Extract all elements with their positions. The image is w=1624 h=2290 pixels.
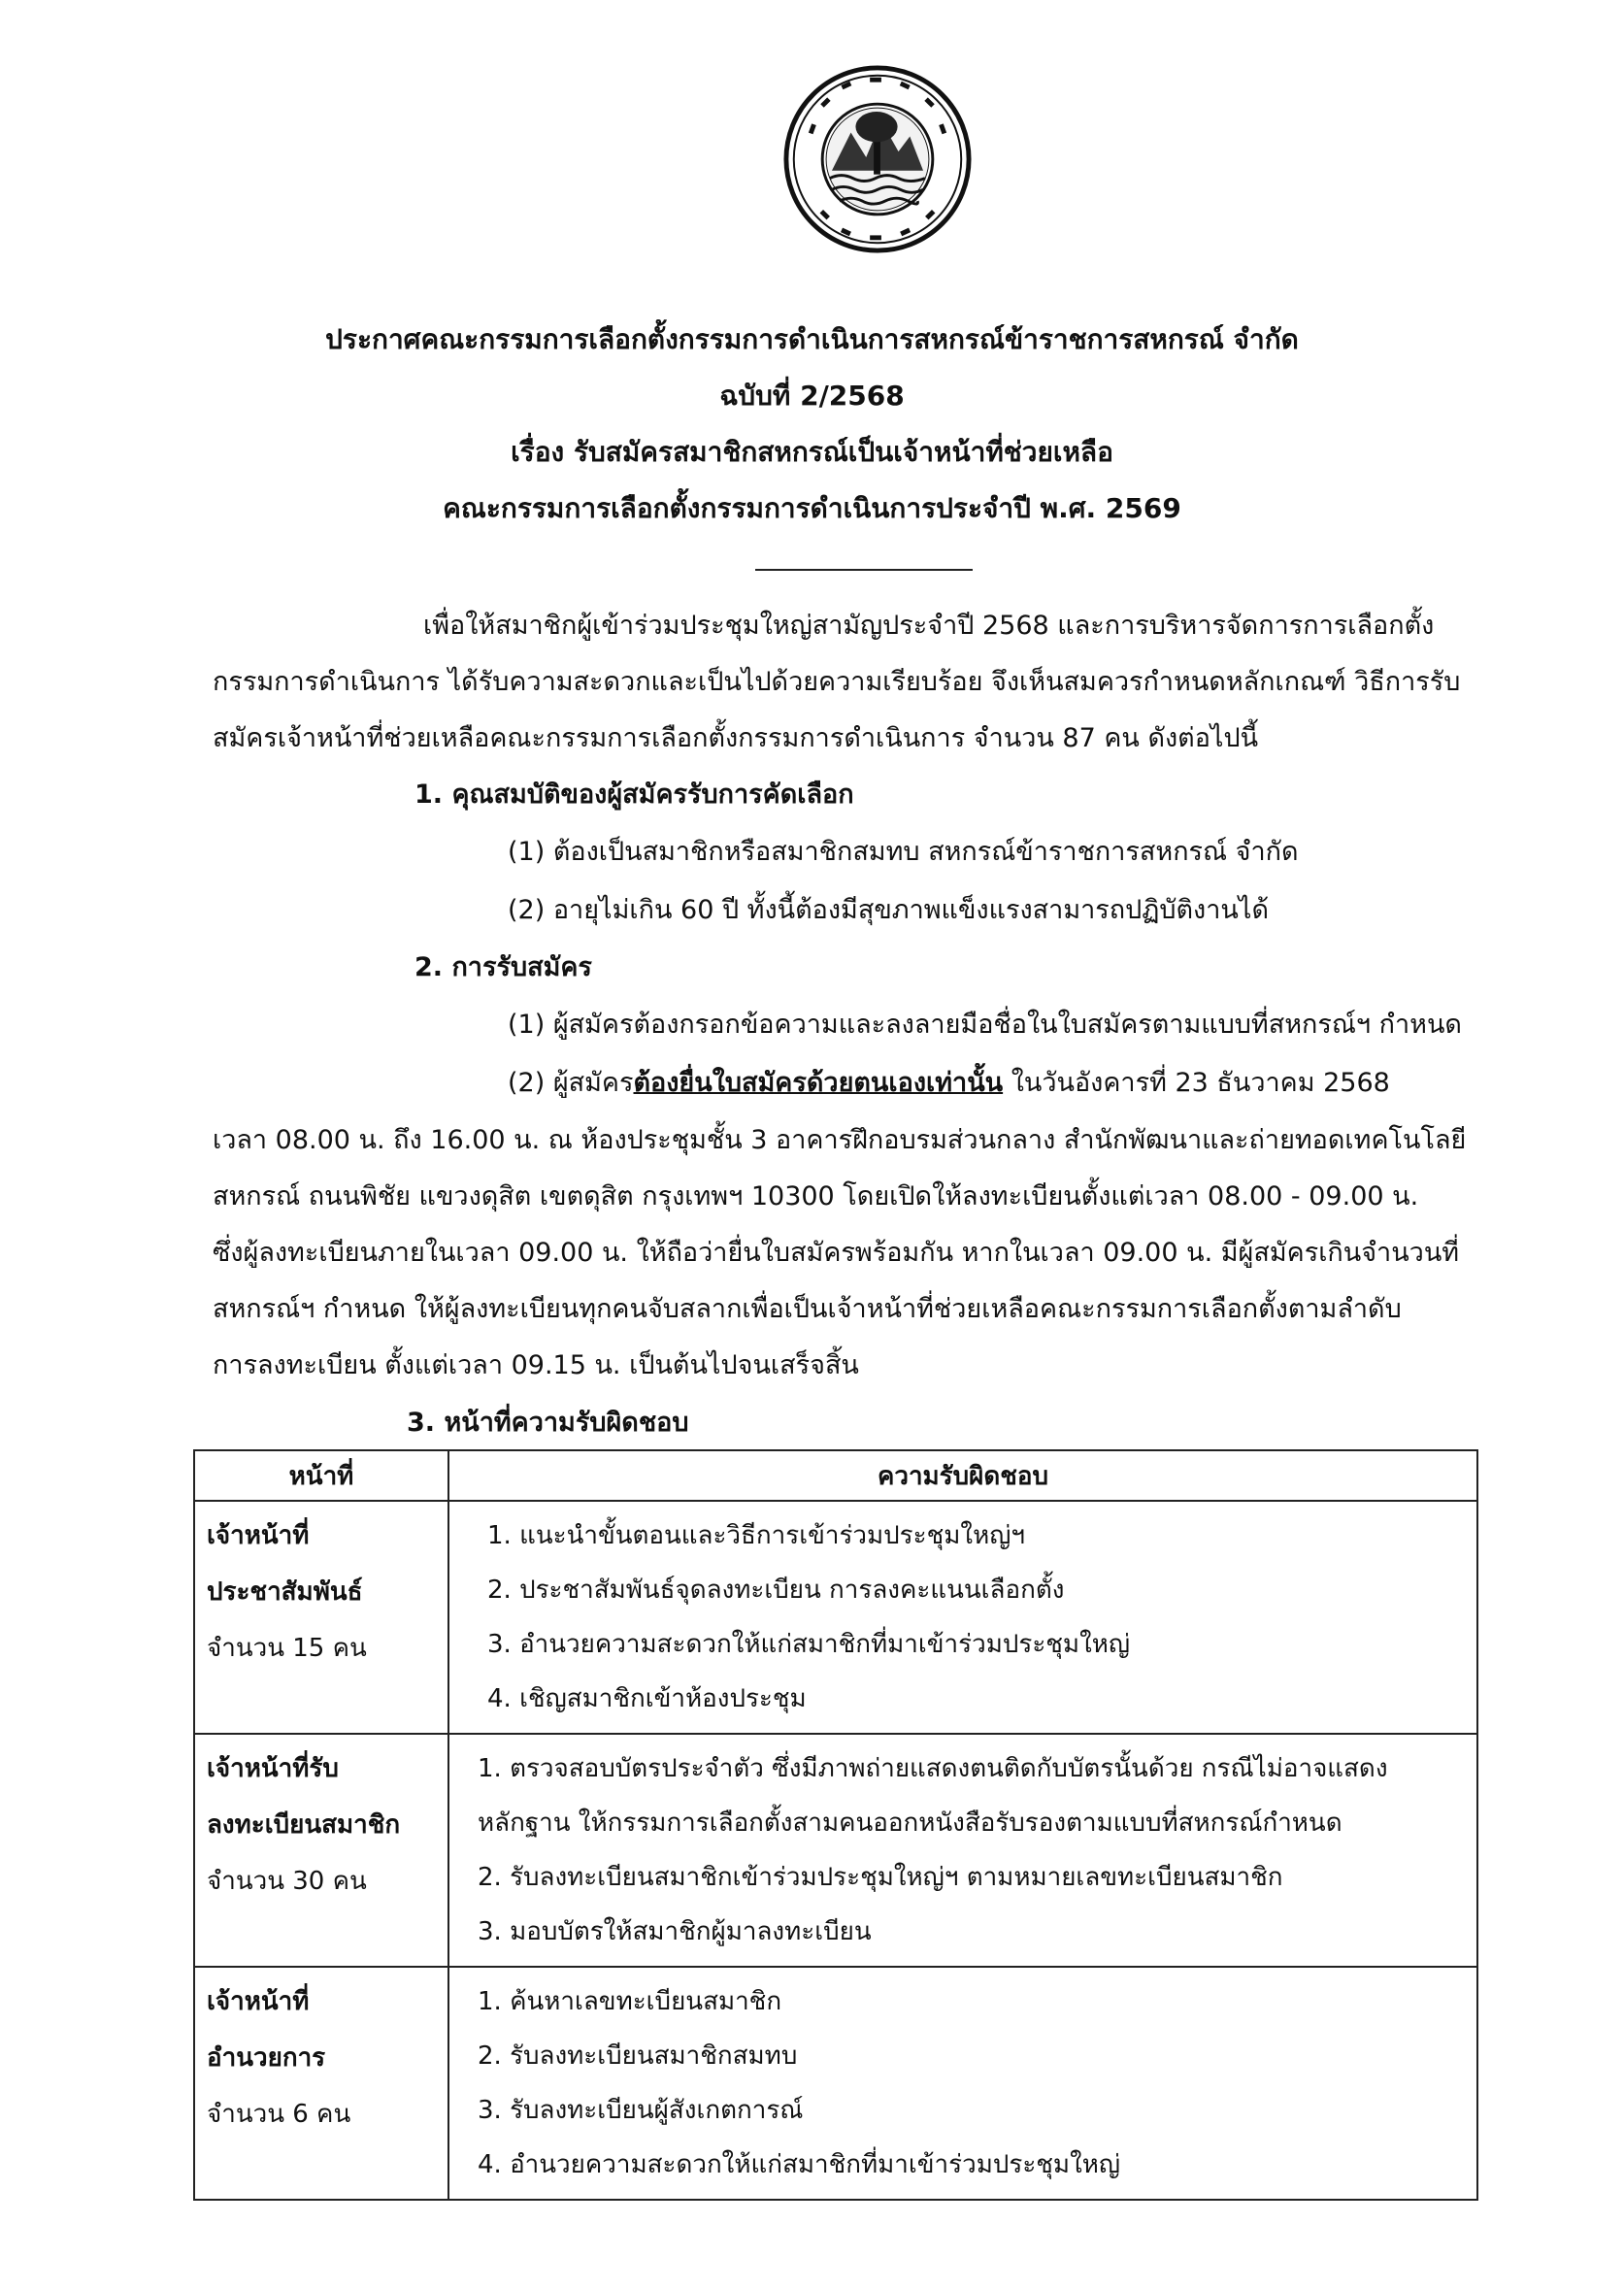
list-item: 3. มอบบัตรให้สมาชิกผู้มาลงทะเบียน	[478, 1917, 872, 1946]
section-2-paragraph-line: การลงทะเบียน ตั้งแต่เวลา 09.15 น. เป็นต้นไปจนเสร็จสิ้น	[213, 1350, 859, 1380]
responsibility-cell	[448, 1734, 1477, 1967]
list-item: 2. รับลงทะเบียนสมาชิกสมทบ	[478, 2041, 798, 2071]
section-1-item: (2) อายุไม่เกิน 60 ปี ทั้งนี้ต้องมีสุขภาพแข็งแรงสามารถปฏิบัติงานได้	[508, 895, 1269, 925]
role-cell	[194, 1501, 448, 1734]
section-2-item-1: (1) ผู้สมัครต้องกรอกข้อความและลงลายมือชื่อในใบสมัครตามแบบที่สหกรณ์ฯ กำหนด	[508, 1010, 1462, 1040]
list-item: หลักฐาน ให้กรรมการเลือกตั้งสามคนออกหนังสือรับรองตามแบบที่สหกรณ์กำหนด	[478, 1809, 1342, 1838]
list-item: 3. รับลงทะเบียนผู้สังเกตการณ์	[478, 2096, 804, 2125]
role-name: ประชาสัมพันธ์	[207, 1577, 363, 1607]
role-name: เจ้าหน้าที่	[207, 1987, 310, 2016]
section-1-item: (1) ต้องเป็นสมาชิกหรือสมาชิกสมทบ สหกรณ์ข้าราชการสหกรณ์ จำกัด	[508, 837, 1299, 867]
role-cell	[194, 1967, 448, 2200]
role-name: เจ้าหน้าที่	[207, 1521, 310, 1550]
section-2-paragraph-line: เวลา 08.00 น. ถึง 16.00 น. ณ ห้องประชุมชั้น 3 อาคารฝึกอบรมส่วนกลาง สำนักพัฒนาและถ่ายทอดเทคโนโลยี	[213, 1125, 1467, 1155]
in-person-emphasis: ต้องยื่นใบสมัครด้วยตนเองเท่านั้น	[633, 1068, 1004, 1098]
column-header-role: หน้าที่	[194, 1450, 448, 1501]
item-2-prefix: (2) ผู้สมัคร	[508, 1068, 634, 1098]
list-item: 3. อำนวยความสะดวกให้แก่สมาชิกที่มาเข้าร่วมประชุมใหญ่	[487, 1630, 1131, 1659]
table-row	[194, 1967, 1477, 2200]
subject-line: เรื่อง รับสมัครสมาชิกสหกรณ์เป็นเจ้าหน้าที่ช่วยเหลือ	[511, 436, 1113, 468]
intro-line-3: สมัครเจ้าหน้าที่ช่วยเหลือคณะกรรมการเลือกตั้งกรรมการดำเนินการ จำนวน 87 คน ดังต่อไปนี้	[213, 723, 1259, 753]
duties-table	[193, 1449, 1478, 2201]
intro-line-2: กรรมการดำเนินการ ได้รับความสะดวกและเป็นไปด้วยความเรียบร้อย จึงเห็นสมควรกำหนดหลักเกณฑ์ วิธีการรับ	[213, 667, 1461, 697]
role-name: เจ้าหน้าที่รับ	[207, 1754, 339, 1783]
section-2-paragraph-line: สหกรณ์ฯ กำหนด ให้ผู้ลงทะเบียนทุกคนจับสลากเพื่อเป็นเจ้าหน้าที่ช่วยเหลือคณะกรรมการเลือกตั้งตามลำดับ	[213, 1294, 1402, 1324]
role-count: จำนวน 6 คน	[207, 2100, 351, 2129]
item-2-suffix: ในวันอังคารที่ 23 ธันวาคม 2568	[1003, 1068, 1390, 1098]
table-row	[194, 1734, 1477, 1967]
issue-number: ฉบับที่ 2/2568	[719, 380, 905, 412]
role-name: อำนวยการ	[207, 2043, 326, 2073]
intro-line-1: เพื่อให้สมาชิกผู้เข้าร่วมประชุมใหญ่สามัญประจำปี 2568 และการบริหารจัดการการเลือกตั้ง	[423, 611, 1435, 641]
list-item: 2. ประชาสัมพันธ์จุดลงทะเบียน การลงคะแนนเลือกตั้ง	[487, 1576, 1065, 1605]
list-item: 4. เชิญสมาชิกเข้าห้องประชุม	[487, 1684, 807, 1713]
section-2-paragraph-line: สหกรณ์ ถนนพิชัย แขวงดุสิต เขตดุสิต กรุงเทพฯ 10300 โดยเปิดให้ลงทะเบียนตั้งแต่เวลา 08.00 - 09.00 น.	[213, 1181, 1419, 1211]
responsibility-cell	[448, 1967, 1477, 2200]
section-2-item-2	[508, 1064, 1390, 1103]
announcement-title: ประกาศคณะกรรมการเลือกตั้งกรรมการดำเนินการสหกรณ์ข้าราชการสหกรณ์ จำกัด	[325, 323, 1299, 355]
subject-line-2: คณะกรรมการเลือกตั้งกรรมการดำเนินการประจำปี พ.ศ. 2569	[443, 492, 1181, 524]
role-cell	[194, 1734, 448, 1967]
section-3-title: 3. หน้าที่ความรับผิดชอบ	[407, 1408, 689, 1438]
section-2-paragraph-line: ซึ่งผู้ลงทะเบียนภายในเวลา 09.00 น. ให้ถือว่ายื่นใบสมัครพร้อมกัน หากในเวลา 09.00 น. มีผู้สมัครเกินจำนวนที่	[213, 1238, 1460, 1268]
role-count: จำนวน 15 คน	[207, 1634, 367, 1663]
role-count: จำนวน 30 คน	[207, 1867, 367, 1896]
heading-divider	[755, 569, 973, 571]
table-header-row	[194, 1450, 1477, 1501]
column-header-responsibility: ความรับผิดชอบ	[448, 1450, 1477, 1501]
section-2-title: 2. การรับสมัคร	[414, 952, 592, 982]
cooperative-seal-logo	[782, 64, 973, 254]
role-name: ลงทะเบียนสมาชิก	[207, 1810, 401, 1840]
list-item: 2. รับลงทะเบียนสมาชิกเข้าร่วมประชุมใหญ่ฯ ตามหมายเลขทะเบียนสมาชิก	[478, 1863, 1283, 1892]
list-item: 1. ค้นหาเลขทะเบียนสมาชิก	[478, 1987, 782, 2016]
table-row	[194, 1501, 1477, 1734]
list-item: 1. ตรวจสอบบัตรประจำตัว ซึ่งมีภาพถ่ายแสดงตนติดกับบัตรนั้นด้วย กรณีไม่อาจแสดง	[478, 1754, 1388, 1783]
responsibility-cell	[448, 1501, 1477, 1734]
list-item: 4. อำนวยความสะดวกให้แก่สมาชิกที่มาเข้าร่วมประชุมใหญ่	[478, 2150, 1121, 2179]
list-item: 1. แนะนำขั้นตอนและวิธีการเข้าร่วมประชุมใหญ่ฯ	[487, 1521, 1025, 1550]
section-1-title: 1. คุณสมบัติของผู้สมัครรับการคัดเลือก	[414, 780, 854, 810]
